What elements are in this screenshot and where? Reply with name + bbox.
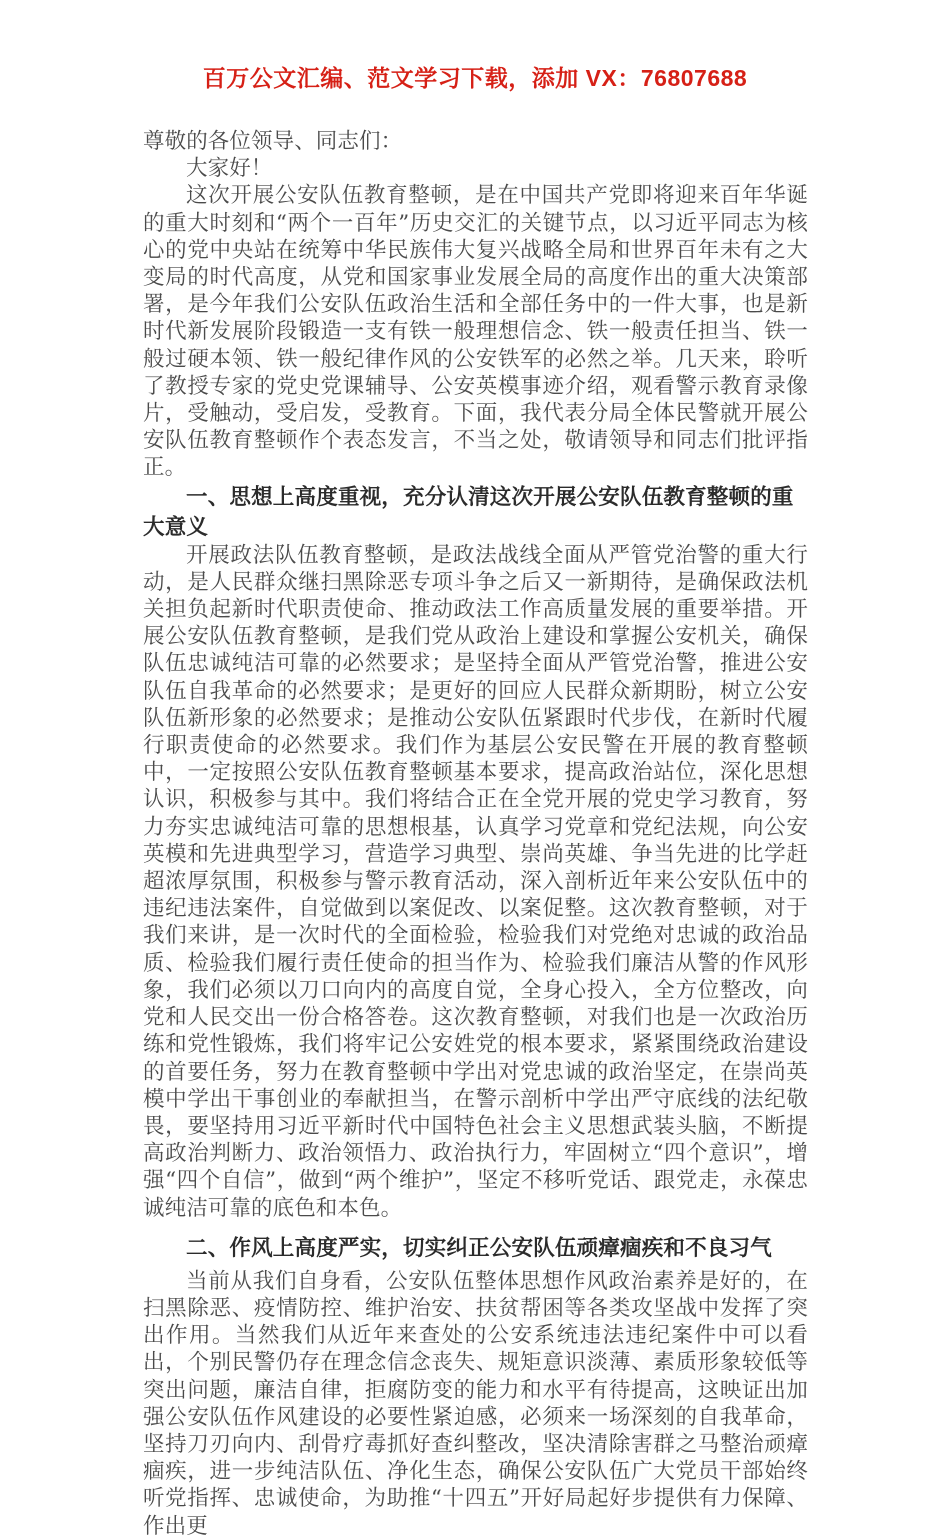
greeting-line: 大家好！ [186, 156, 273, 182]
section-two-body: 当前从我们自身看，公安队伍整体思想作风政治素养是好的，在扫黑除恶、疫情防控、维护治安、扶贫帮困等各类攻坚战中发挥了突出作用。当然我们从近年来查处的公安系统违法违纪案件中可以看出，个别民警仍存在理念信念丧失、规矩意识淡薄、素质形象较低等突出问题，廉洁自律，拒腐防变的能力和水平有待提高，这映证出加强公安队伍作风建设的必要性紧迫感，必须来一场深刻的自我革命，坚持刀刃向内、刮骨疗毒抓好查纠整改，坚决清除害群之马整治顽瘴痼疾，进一步纯洁队伍、净化生态，确保公安队伍广大党员干部始终听党指挥、忠诚使命，为助推“十四五”开好局起好步提供有力保障、作出更 [143, 1268, 808, 1539]
promo-banner-text: 百万公文汇编、范文学习下载，添加 VX：76807688 [202, 65, 748, 91]
salutation-line: 尊敬的各位领导、同志们： [143, 129, 403, 154]
section-spacer [143, 1222, 808, 1233]
intro-paragraph: 这次开展公安队伍教育整顿，是在中国共产党即将迎来百年华诞的重大时刻和“两个一百年”历史交汇的关键节点，以习近平同志为核心的党中央站在统筹中华民族伟大复兴战略全局和世界百年未有之大变局的时代高度，从党和国家事业发展全局的高度作出的重大决策部署，是今年我们公安队伍政治生活和全部任务中的一件大事，也是新时代新发展阶段锻造一支有铁一般理想信念、铁一般责任担当、铁一般过硬本领、铁一般纪律作风的公安铁军的必然之举。几天来，聆听了教授专家的党史党课辅导、公安英模事迹介绍，观看警示教育录像片，受触动，受启发，受教育。下面，我代表分局全体民警就开展公安队伍教育整顿作个表态发言，不当之处，敬请领导和同志们批评指正。 [143, 183, 808, 481]
section-heading-one: 一、思想上高度重视，充分认清这次开展公安队伍教育整顿的重大意义 [143, 484, 794, 539]
section-heading-two: 二、作风上高度严实，切实纠正公安队伍顽瘴痼疾和不良习气 [186, 1235, 772, 1260]
document-body [143, 128, 808, 1540]
section-one-body: 开展政法队伍教育整顿，是政法战线全面从严管党治警的重大行动，是人民群众继扫黑除恶专项斗争之后又一新期待，是确保政法机关担负起新时代职责使命、推动政法工作高质量发展的重要举措。开展公安队伍教育整顿，是我们党从政治上建设和掌握公安机关，确保队伍忠诚纯洁可靠的必然要求；是坚持全面从严管党治警，推进公安队伍自我革命的必然要求；是更好的回应人民群众新期盼，树立公安队伍新形象的必然要求；是推动公安队伍紧跟时代步伐，在新时代履行职责使命的必然要求。我们作为基层公安民警在开展的教育整顿中，一定按照公安队伍教育整顿基本要求，提高政治站位，深化思想认识，积极参与其中。我们将结合正在全党开展的党史学习教育，努力夯实忠诚纯洁可靠的思想根基，认真学习党章和党纪法规，向公安英模和先进典型学习，营造学习典型、崇尚英雄、争当先进的比学赶超浓厚氛围，积极参与警示教育活动，深入剖析近年来公安队伍中的违纪违法案件，自觉做到以案促改、以案促整。这次教育整顿，对于我们来讲，是一次时代的全面检验，检验我们对党绝对忠诚的政治品质、检验我们履行责任使命的担当作为、检验我们廉洁从警的作风形象，我们必须以刀口向内的高度自觉，全身心投入，全方位整改，向党和人民交出一份合格答卷。这次教育整顿，对我们也是一次政治历练和党性锻炼，我们将牢记公安姓党的根本要求，紧紧围绕政治建设的首要任务，努力在教育整顿中学出对党忠诚的政治坚定，在崇尚英模中学出干事创业的奉献担当，在警示剖析中学出严守底线的法纪敬畏，要坚持用习近平新时代中国特色社会主义思想武装头脑，不断提高政治判断力、政治领悟力、政治执行力，牢固树立“四个意识”，增强“四个自信”，做到“两个维护”，坚定不移听党话、跟党走，永葆忠诚纯洁可靠的底色和本色。 [143, 542, 808, 1221]
